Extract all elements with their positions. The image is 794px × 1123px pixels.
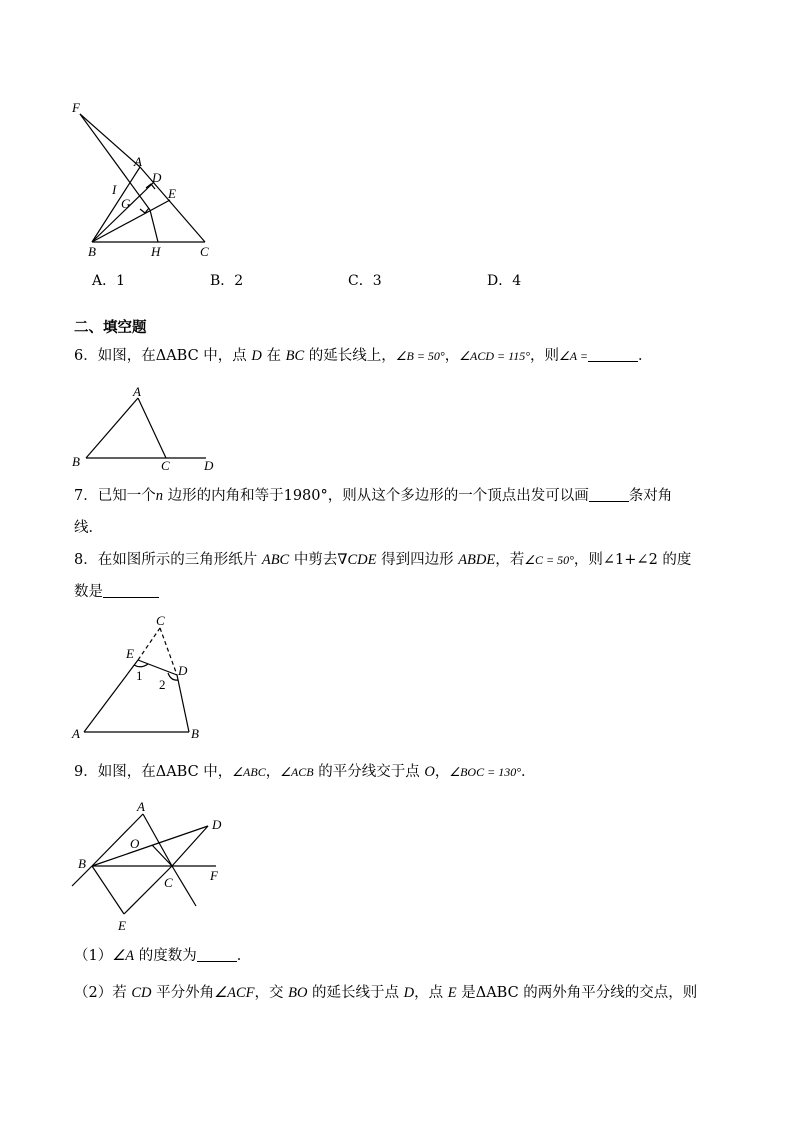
label-C: C — [156, 613, 165, 628]
label-G: G — [121, 196, 131, 211]
question-9-part-1: （1）∠A 的度数为 ． — [74, 948, 252, 964]
label-B: B — [72, 454, 80, 469]
label-O: O — [130, 836, 140, 851]
section-title: 二、填空题 — [74, 320, 147, 336]
label-E: E — [118, 918, 126, 933]
segment-EC — [124, 866, 172, 914]
label-D: D — [152, 170, 162, 185]
ext-AC — [172, 866, 196, 906]
label-C: C — [200, 244, 209, 259]
choice-c[interactable]: C．3 — [348, 273, 382, 289]
answer-blank-q9-1[interactable] — [197, 947, 237, 962]
question-9-part-2: （2）若 CD 平分外角∠ACF，交 BO 的延长线于点 D，点 E 是ΔABC 的两外角平分线的交点，则 — [74, 985, 698, 1001]
label-A: A — [72, 726, 80, 741]
label-A: A — [137, 799, 145, 814]
choice-d[interactable]: D．4 — [487, 273, 522, 289]
label-F: F — [72, 100, 80, 115]
label-H: H — [151, 244, 161, 259]
question-8-line-2: 数是 — [74, 582, 159, 602]
question-7: 7．已知一个n 边形的内角和等于1980°，则从这个多边形的一个顶点出发可以画 条对角 — [74, 488, 673, 504]
label-D: D — [212, 817, 222, 832]
label-E: E — [168, 186, 176, 201]
label-B: B — [78, 856, 86, 871]
question-9: 9．如图，在ΔABC 中，∠ABC，∠ACB 的平分线交于点 O，∠BOC = 130°． — [74, 764, 536, 780]
question-6: 6．如图，在ΔABC 中，点 D 在 BC 的延长线上，∠B = 50°，∠ACD = 115°，则∠A = ． — [74, 348, 653, 364]
label-F: F — [210, 868, 218, 883]
label-B: B — [191, 726, 199, 741]
label-E: E — [126, 646, 134, 661]
label-1: 1 — [136, 668, 143, 683]
label-D: D — [178, 663, 188, 678]
segment-BE — [92, 866, 124, 914]
label-I: I — [112, 182, 117, 197]
choice-b[interactable]: B．2 — [210, 273, 244, 289]
label-C: C — [164, 875, 173, 890]
label-B: B — [88, 244, 96, 259]
question-7-line-2: 线． — [74, 520, 103, 536]
label-A: A — [133, 384, 141, 399]
label-C: C — [161, 458, 170, 473]
label-D: D — [204, 458, 214, 473]
choice-a[interactable]: A．1 — [92, 273, 126, 289]
label-A: A — [134, 154, 142, 169]
question-8: 8．在如图所示的三角形纸片 ABC 中剪去∇CDE 得到四边形 ABDE，若∠C = 50°，则∠1+∠2 的度 — [74, 552, 692, 568]
label-2: 2 — [159, 677, 166, 692]
